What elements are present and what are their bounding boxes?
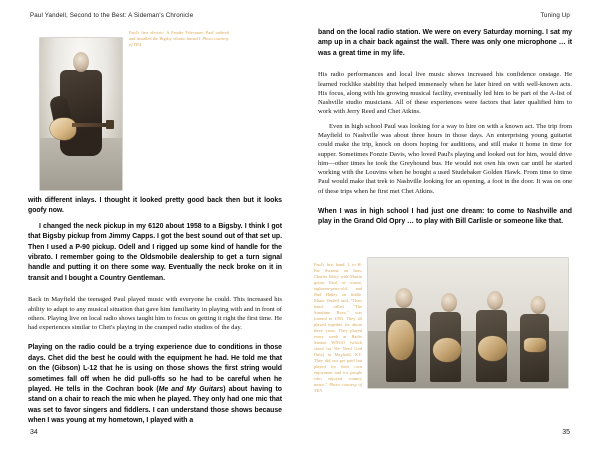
running-head-recto: Tuning Up (540, 12, 570, 19)
figure-paul-with-band (368, 258, 568, 388)
caption-line: R: Pat Swazna on bass, (314, 262, 362, 273)
caption-line: played together for about (314, 322, 362, 327)
column-recto-text (318, 28, 572, 228)
caption-line: Sunshine Boys," was (314, 310, 362, 315)
caption-line: music." (314, 382, 328, 387)
caption-line: enjoyment and for people (314, 370, 362, 375)
book-title-italic: Me and My Guitars (158, 386, 224, 394)
caption-paul-with-telecaster (129, 30, 229, 48)
caption-line: Paul ordered and installed the Bigsby (129, 30, 229, 41)
caption-line: guitar, Paul, of course, (314, 280, 362, 285)
paragraph-narrative: His radio performances and local live music shows increased his confidence onstage. He learned rocklike stability that helped immensely when he later hired on with well-known acts. His focus, along with his growing musical facility, eventually led him to be part of the A-list of Nashville studio musicians. All of these experiences were factors that later qualified him to work with Jerry Reed and Chet Atkins. (318, 71, 572, 116)
band-member (430, 282, 468, 382)
running-head-verso: Paul Yandell, Second to the Best: A Sideman's Chronicle (30, 12, 194, 19)
caption-line: three years. They played (314, 328, 362, 333)
caption-line: formed in 1955. They all (314, 316, 362, 321)
paragraph-quote-with-italic (28, 343, 282, 426)
paragraph-narrative: Back in Mayfield the teenaged Paul played music with everyone he could. This increased his ability to adapt to any musical situation that gave him familiarity in playing with and in front of others. Playing live on local radio shows taught him to focus on getting it right the first time. He had experiences similar to Chet's playing in the cramped radio studios of the day. (28, 296, 282, 332)
band-member (386, 278, 422, 382)
paragraph-quote: band on the local radio station. We were on every Saturday morning. I sat my amp up in a chair back against the wall. There was only one microphone … it was a great time in my life. (318, 29, 572, 57)
caption-line: eighteen-years-old, and (314, 286, 362, 291)
caption-line: Paul's first band, L to (314, 262, 356, 267)
caption-line: Only) in Mayfield, KY. (314, 352, 362, 357)
folio-verso: 34 (30, 429, 38, 436)
figure-paul-with-telecaster (40, 38, 122, 190)
paragraph-quote: with different inlays. I thought it looked pretty good back then but it looks goofy now. (28, 197, 282, 215)
band-member (520, 284, 556, 382)
caption-photo-credit: Photo courtesy of TEA (129, 36, 229, 47)
caption-line: stood for We Need God (314, 346, 362, 351)
caption-line: Station WNGO (which (314, 340, 362, 345)
column-verso-text (28, 196, 282, 427)
photo-paul-with-telecaster (40, 38, 122, 190)
paragraph-narrative: Even in high school Paul was looking for a way to hire on with a known act. The trip from Mayfield to Nashville was about three hours in those days. An enterprising young guitarist could make the trip, knock on doors hoping for auditions, and still make it home in time for supper. Sometimes Fonzie Davis, who loved Paul's playing and looked out for him, would drive him—other times he took the Greyhound bus. He would not own his own car until he started working with the Louvins when he bought a used Studebaker Golden Hawk. From time to time Paul would make that trek to Nashville looking for an opening, a foot in the door. It was on one of these trips when he first met Chet Atkins. (318, 122, 572, 195)
caption-paul-with-band (314, 262, 362, 394)
caption-line: every week at Radio (314, 334, 362, 339)
paragraph-quote: I changed the neck pickup in my 6120 about 1958 to a Bigsby. I think I got that Bigsby pickup from Jimmy Capps. I got the best sound out of that set up. Then I used a P-90 pickup. Odell and I rigged up some kind of handle for the vibrato. I remember going to the Oldsmobile dealership to get a turn signal handle and putting it on there some way. Eventually the neck broke on it in transit and I bought a Country Gentleman. (28, 222, 282, 282)
caption-line: They did not get paid but (314, 358, 362, 363)
paragraph-quote: When I was in high school I had just one dream: to come to Nashville and play in the Grand Old Opry … to play with Bill Carlisle or someone like that. (318, 208, 572, 226)
caption-line: Paul's first electric: A Fender Telecaster. (129, 30, 204, 35)
band-member (476, 280, 514, 382)
photo-paul-with-band (368, 258, 568, 388)
caption-photo-credit: Photo courtesy of TEA (314, 382, 362, 393)
quote-text-before-title: Playing on the radio could be a trying experience due to conditions in those days. Chet did the best he could with the equipment he had. He told me that on the (Gibson) L-12 that he is using on those shows the first string would sometimes fall off when he did pull-offs so he had to be careful when he played. He tells in the Cochran book ( (28, 344, 282, 394)
caption-line: band, called "The (314, 304, 362, 309)
quote-text-after-title: ) about having to stand on a chair to reach the mic when he played. They only had one mic that was set to favor singers and fiddlers. I can understand those shows because when I was young at my hometown, I played with a (28, 386, 282, 425)
caption-line: who enjoyed country (314, 376, 362, 381)
caption-line: played for their own (314, 364, 362, 369)
folio-recto: 35 (562, 429, 570, 436)
caption-line: Bud Hailey on fiddle. (314, 292, 362, 297)
caption-line: Charles Riley with Martin (314, 274, 362, 279)
caption-line: vibrato himself. (173, 36, 203, 41)
caption-line: Marie Verdell said, "Their (314, 298, 362, 303)
